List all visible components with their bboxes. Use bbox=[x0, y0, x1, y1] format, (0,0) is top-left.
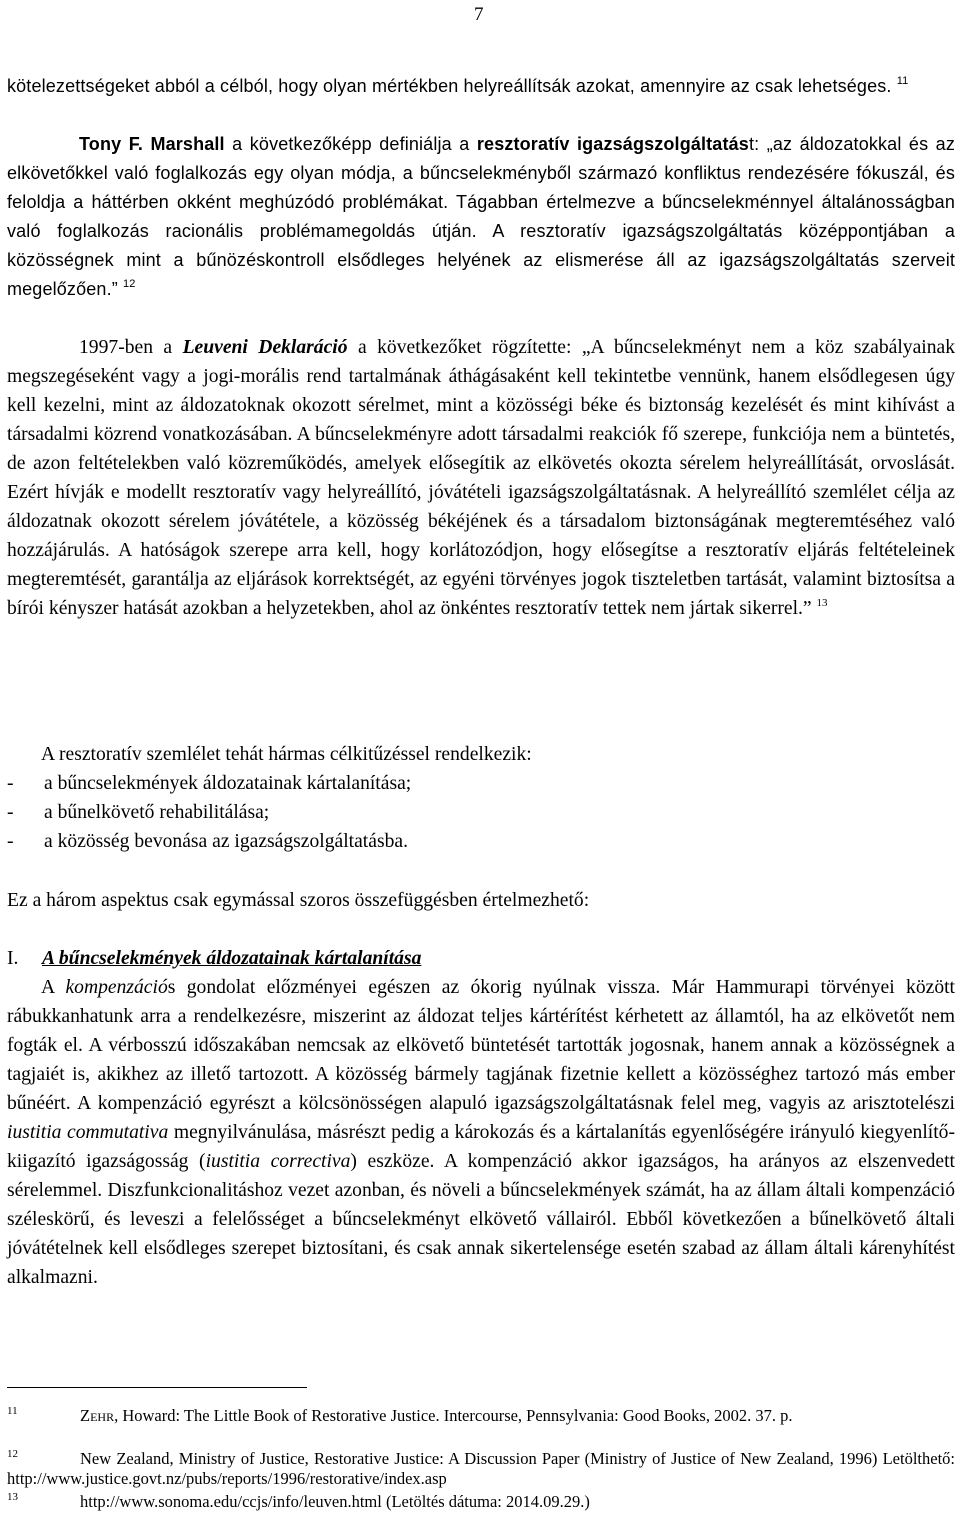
goals-list bbox=[7, 769, 907, 856]
paragraph-text: a következőképp definiálja a bbox=[224, 134, 477, 154]
list-item bbox=[7, 798, 907, 827]
section-heading bbox=[7, 944, 421, 973]
goals-intro: A resztoratív szemlélet tehát hármas célkitűzéssel rendelkezik: bbox=[41, 744, 532, 765]
paragraph-text: a következőket rögzítette: „A bűncselekményt nem a köz szabályainak megszegéseként vagy a jogi-morális rend tartalmának áthágásaként kell tekintetbe vennünk, hanem elsődlegesen úgy kell kezelni, mint az áldozatoknak okozott sérelmet, mint a közösségi béke és biztonság kezelését és mint kihívást a társadalmi közrend vonatkozásában. A bűncselekményre adott társadalmi reakciók fő szerepe, funkciója nem a büntetés, de azon feltételekben való közreműködés, amelyek elősegítik az elkövetés okozta sérelem helyreállítását, orvoslását. Ezért hívják e modellt resztoratív vagy helyreállító, jóvátételi igazságszolgáltatásnak. A helyreállító szemlélet célja az áldozatnak okozott sérelem jóvátétele, a közösség békéjének és a társadalom biztonságának megteremtéséhez való hozzájárulás. A hatóságok szerepe arra kell, hogy korlátozódjon, hogy elősegítse a resztoratív eljárás feltételeinek megteremtését, garantálja az eljárások korrektségét, az egyéni törvényes jogok tiszteletben tartását, valamint biztosítsa a bírói kényszer hatását azokban a helyzetekben, ahol az önkéntes resztoratív tettek nem jártak sikerrel.” bbox=[7, 337, 955, 619]
italic-term: iustitia commutativa bbox=[7, 1122, 169, 1143]
footnote-ref-12: 12 bbox=[123, 278, 136, 290]
page-number: 7 bbox=[474, 4, 484, 25]
list-dash: - bbox=[7, 802, 14, 823]
italic-term: kompenzáció bbox=[65, 977, 168, 998]
list-item-text: a bűnelkövető rehabilitálása; bbox=[44, 802, 270, 823]
list-item-text: a bűncselekmények áldozatainak kártalanítása; bbox=[44, 773, 412, 794]
footnote-separator bbox=[7, 1387, 307, 1388]
footnote-text: New Zealand, Ministry of Justice, Restorative Justice: A Discussion Paper (Ministry of Justice of New Zealand, 1996) Letölthető: http://www.justice.govt.nz/pubs/reports/1996/restorative/index.asp bbox=[7, 1449, 955, 1488]
italic-term: iustitia correctiva bbox=[205, 1151, 351, 1172]
list-item bbox=[7, 769, 907, 798]
footnote-text: , Howard: The Little Book of Restorative Justice. Intercourse, Pennsylvania: Good Books, 2002. 37. p. bbox=[114, 1406, 793, 1425]
paragraph-leuven-declaration bbox=[7, 333, 955, 623]
footnote-12: 12 New Zealand, Ministry of Justice, Restorative Justice: A Discussion Paper (Ministry of Justice of New Zealand, 1996) Letölthető: http://www.justice.govt.nz/pubs/reports/1996/restorative/index.asp bbox=[7, 1448, 955, 1488]
list-item-text: a közösség bevonása az igazságszolgáltatásba. bbox=[44, 831, 408, 852]
paragraph-text: t: „az áldozatokkal és az elkövetőkkel való foglalkozás egy olyan módja, a bűncselekményből származó konfliktus rendezésére fókuszál, és feloldja a háttérben okként meghúzódó problémákat. Tágabban értelmezve a bűncselekménnyel általánosságban való foglalkozás racionális problémamegoldás útján. A resztoratív igazságszolgáltatás középpontjában a közösségnek mint a bűnözéskontroll elsődleges helyének az elismerése áll az igazságszolgáltatás szerveit megelőzően.” bbox=[7, 134, 955, 299]
footnote-13: 13 http://www.sonoma.edu/ccjs/info/leuven.html (Letöltés dátuma: 2014.09.29.) bbox=[7, 1491, 590, 1511]
aspects-sentence: Ez a három aspektus csak egymással szoros összefüggésben értelmezhető: bbox=[7, 890, 590, 911]
paragraph-marshall-definition bbox=[7, 130, 955, 304]
footnote-author: Zehr bbox=[80, 1406, 115, 1425]
footnote-ref-13: 13 bbox=[816, 597, 828, 609]
paragraph-text: megnyilvánulása, másrészt pedig a károkozás és a kártalanítás egyenlőségére irányuló kiegyenlítő-kiigazító igazságosság ( bbox=[7, 1122, 955, 1172]
footnote-ref-11: 11 bbox=[896, 75, 909, 87]
paragraph-text: ) eszköze. A kompenzáció akkor igazságos, ha arányos az elszenvedett sérelemmel. Diszfunkcionalitáshoz vezet azonban, és növeli a bűncselekmények számát, ha az állam általi kompenzáció széleskörű, és leveszi a felelősséget a bűncselekményt elkövető vállairól. Ebből következően a bűnelkövető általi jóvátételnek kell elsődleges szerepet biztosítani, és csak annak sikertelensége esetén szabad az állam általi kárenyhítést alkalmazni. bbox=[7, 1151, 955, 1288]
list-item bbox=[7, 827, 907, 856]
key-term: resztoratív igazságszolgáltatás bbox=[476, 134, 749, 154]
paragraph-text: s gondolat előzményei egészen az ókorig nyúlnak vissza. Már Hammurapi törvényei között rábukkanhatunk arra a rendelkezésre, miszerint az áldozat teljes kártérítést kérhetett az államtól, ha az elkövetőt nem fogták el. A vérbosszú időszakában nemcsak az elkövető büntetését tartották jogosnak, hanem annak a közösségnek a tagjaiét is, akikhez az illető tartozott. A közösség bármely tagjának fizetnie kellett a közösséghez tartozó más ember bűnéért. A kompenzáció egyrészt a kölcsönösségen alapuló igazságszolgáltatásnak felel meg, vagyis az arisztotelészi bbox=[7, 977, 956, 1114]
paragraph-text: A bbox=[41, 977, 66, 998]
list-dash: - bbox=[7, 831, 14, 852]
paragraph-text: 1997-ben a bbox=[79, 337, 183, 358]
paragraph-obligations bbox=[7, 72, 955, 101]
list-dash: - bbox=[7, 773, 14, 794]
paragraph-text: kötelezettségeket abból a célból, hogy olyan mértékben helyreállítsák azokat, amennyire az csak lehetséges. bbox=[7, 76, 892, 96]
paragraph-compensation bbox=[7, 973, 955, 1292]
section-title: A bűncselekmények áldozatainak kártalanítása bbox=[42, 948, 422, 969]
key-term: Leuveni Deklaráció bbox=[182, 337, 348, 358]
footnote-text: http://www.sonoma.edu/ccjs/info/leuven.html (Letöltés dátuma: 2014.09.29.) bbox=[80, 1492, 590, 1511]
section-number: I. bbox=[7, 948, 19, 969]
author-name: Tony F. Marshall bbox=[79, 134, 225, 154]
footnote-11: 11 Zehr, Howard: The Little Book of Restorative Justice. Intercourse, Pennsylvania: Good Books, 2002. 37. p. bbox=[7, 1405, 793, 1425]
